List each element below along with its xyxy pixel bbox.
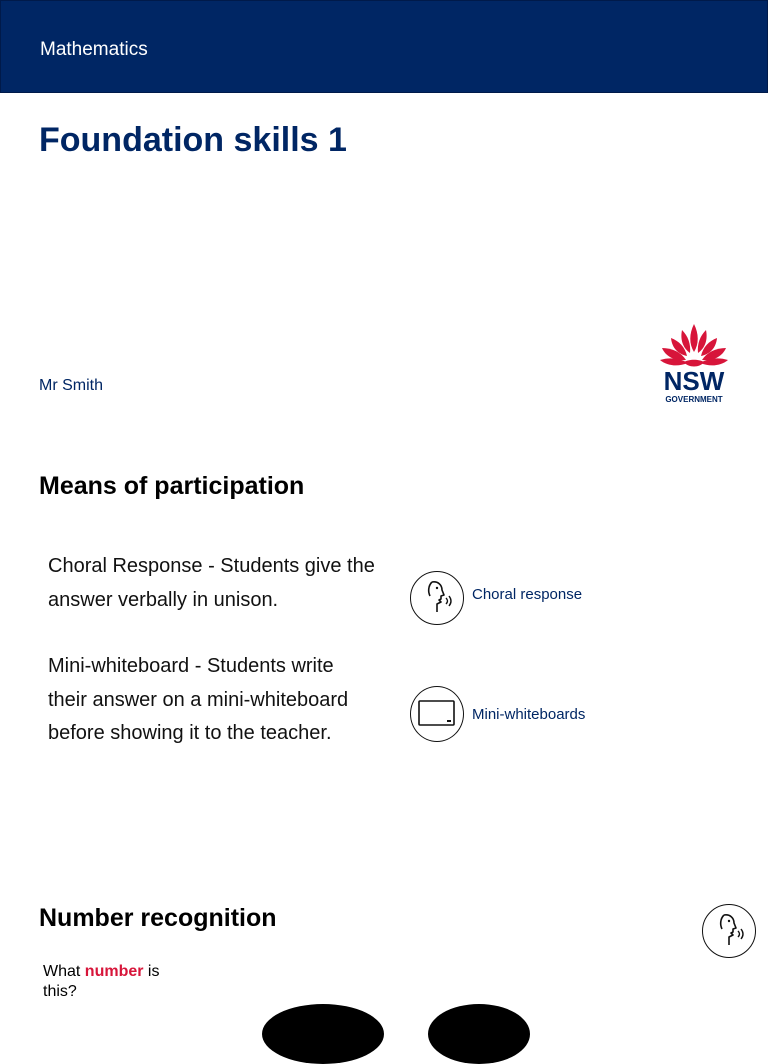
recognition-heading: Number recognition [39, 904, 277, 932]
participation-heading: Means of participation [39, 472, 305, 500]
nsw-government-logo [654, 322, 734, 408]
question-highlight: number [84, 963, 144, 980]
whiteboard-description: Mini-whiteboard - Students write their answer on a mini-whiteboard before showing it to the teacher. [48, 655, 349, 744]
logo-subtitle: GOVERNMENT [665, 395, 723, 404]
subject-label: Mathematics [40, 39, 148, 60]
question-text [43, 962, 193, 1002]
question-after: is this? [43, 963, 160, 1000]
logo-wordmark: NSW [663, 366, 725, 396]
presenter-name: Mr Smith [39, 377, 103, 394]
subject-banner [0, 0, 768, 93]
speaking-head-icon [702, 904, 756, 958]
dot-pattern-dot [428, 1004, 530, 1064]
whiteboard-icon [410, 686, 464, 742]
choral-response-label: Choral response [472, 586, 583, 603]
waratah-icon [654, 322, 734, 370]
mini-whiteboards-label: Mini-whiteboards [472, 706, 586, 723]
page-title: Foundation skills 1 [39, 121, 347, 159]
dot-pattern-dot [262, 1004, 384, 1064]
speaking-head-icon [410, 571, 464, 625]
choral-description: Choral Response - Students give the answer verbally in unison. [48, 555, 375, 611]
question-before: What [43, 963, 85, 980]
